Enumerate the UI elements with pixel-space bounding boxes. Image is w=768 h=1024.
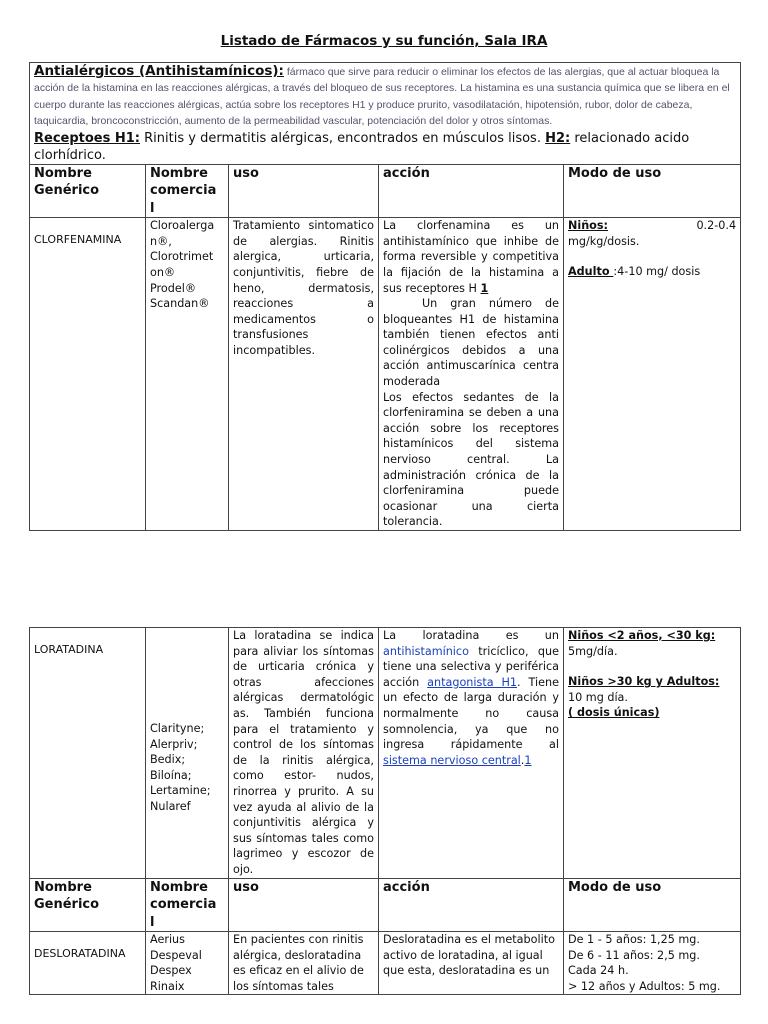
action-paragraph-1: La clorfenamina es un antihistamínico que inhibe de forma reversible y competitiva la fijación de la histamina a sus receptores H: [383, 219, 559, 295]
commercial-name: Clarityne; Alerpriv; Bedix; Biloína; Lertamine; Nularef: [146, 628, 229, 879]
generic-name: LORATADINA: [30, 628, 146, 879]
action-ref: 1: [480, 281, 489, 295]
commercial-name: Cloroalerga n®, Clorotrimet on® Prodel® Scandan®: [146, 218, 229, 531]
antagonist-h1-link[interactable]: antagonista H1: [427, 675, 518, 689]
table-row: [30, 932, 741, 995]
intro-heading: Antialérgicos (Antihistamínicos):: [34, 63, 284, 79]
dose-note: ( dosis únicas): [568, 706, 660, 720]
children-value: 5mg/día.: [568, 644, 618, 658]
header-mode: Modo de uso: [564, 164, 741, 218]
dose-line-2: De 6 - 11 años: 2,5 mg.: [568, 948, 700, 962]
adult-value: 10 mg día.: [568, 690, 628, 704]
children-label: Niños:: [568, 219, 608, 233]
dose-line-1: De 1 - 5 años: 1,25 mg.: [568, 933, 700, 946]
h2-text: relacionado acido clorhídrico.: [34, 130, 690, 163]
action-part-b: tricíclico, que tiene una selectiva y periférica acción: [383, 644, 559, 689]
central-nervous-system-link[interactable]: sistema nervioso central: [383, 753, 521, 767]
table-row: [30, 218, 741, 531]
children-label: Niños <2 años, <30 kg:: [568, 629, 716, 642]
page-title: Listado de Fármacos y su función, Sala IRA: [220, 33, 548, 49]
header-action: acción: [379, 878, 564, 932]
adult-value: :4-10 mg/ dosis: [613, 265, 701, 279]
children-unit: mg/kg/dosis.: [568, 234, 640, 248]
use-text: Tratamiento sintomatico de alergias. Rinitis alergica, urticaria, conjuntivitis, fiebre de heno, dermatosis, reacciones a medicamentos o transfusiones incompatibles.: [229, 218, 379, 531]
intro-description: fármaco que sirve para reducir o eliminar los efectos de las alergias, que al actuar bloquea la acción de la histamina en las reacciones alérgicas, a través del bloqueo de sus receptores. La histamina es una sustancia química que se libera en el cuerpo durante las reacciones alérgicas, actúa sobre los receptores H1 y produce prurito, vasodilatación, hipotensión, rubor, dolor de cabeza, taquicardia, broncoconstricción, aumento de la permeabilidad vascular, potenciación del dolor y otros síntomas.: [34, 66, 730, 128]
action-text: Desloratadina es el metabolito activo de loratadina, al igual que esta, desloratadina es un: [379, 932, 564, 995]
mode-text: [564, 932, 741, 995]
action-part-a: La loratadina es un: [383, 629, 559, 642]
use-text: En pacientes con rinitis alérgica, desloratadina es eficaz en el alivio de los síntomas tales: [229, 932, 379, 995]
action-part-c: . Tiene un efecto de larga duración y normalmente no causa somnolencia, ya que no ingresa rápidamente al: [383, 675, 559, 752]
header-commercial: Nombre comercia l: [146, 878, 229, 932]
adult-label: Niños >30 kg y Adultos:: [568, 675, 720, 689]
children-value: 0.2-0.4: [696, 219, 737, 233]
header-generic: Nombre Genérico: [30, 164, 146, 218]
header-commercial: Nombre comercia l: [146, 164, 229, 218]
table-row: [30, 628, 741, 879]
generic-name: CLORFENAMINA: [30, 218, 146, 531]
dose-line-4: > 12 años y Adultos: 5 mg.: [568, 979, 721, 993]
receptors-label: Receptoes H1:: [34, 130, 141, 146]
adult-label: Adulto: [568, 265, 614, 279]
drug-table-1: [29, 62, 741, 531]
mode-text: [564, 628, 741, 879]
header-mode: Modo de uso: [564, 878, 741, 932]
header-use: uso: [229, 878, 379, 932]
use-text: La loratadina se indica para aliviar los síntomas de urticaria crónica y otras afecciones alérgicas dermatológic as. También funciona para el tratamiento y control de los síntomas de la rinitis alérgica, como estor- nudos, rinorrea y prurito. A su vez ayuda al alivio de la conjuntivitis alérgica y sus síntomas tales como lagrimeo y escozor de ojo.: [229, 628, 379, 879]
drug-table-2: [29, 627, 741, 995]
generic-name: DESLORATADINA: [30, 932, 146, 995]
receptors-h1-text: Rinitis y dermatitis alérgicas, encontrados en músculos lisos.: [140, 130, 546, 146]
action-part-d: .: [520, 753, 525, 767]
mode-text: [564, 218, 741, 531]
reference-link[interactable]: 1: [524, 753, 532, 767]
header-row: [30, 878, 741, 932]
header-generic: Nombre Genérico: [30, 878, 146, 932]
action-text: [379, 218, 564, 531]
action-paragraph-3: Los efectos sedantes de la clorfeniramina se deben a una acción sobre los receptores histamínicos del sistema nervioso central. La administración crónica de la clorfeniramina puede ocasionar una cierta tolerancia.: [383, 390, 559, 529]
header-row: [30, 164, 741, 218]
action-paragraph-2: Un gran número de bloqueantes H1 de histamina también tienen efectos anti colinérgicos debidos a una acción antimuscarínica centra moderada: [383, 297, 559, 389]
h2-label: H2:: [545, 130, 571, 146]
antihistaminic-link[interactable]: antihistamínico: [383, 644, 469, 658]
header-action: acción: [379, 164, 564, 218]
dose-line-3: Cada 24 h.: [568, 964, 629, 978]
intro-cell: [30, 63, 741, 165]
header-use: uso: [229, 164, 379, 218]
action-text: [379, 628, 564, 879]
commercial-name: Aerius Despeval Despex Rinaix: [146, 932, 229, 995]
